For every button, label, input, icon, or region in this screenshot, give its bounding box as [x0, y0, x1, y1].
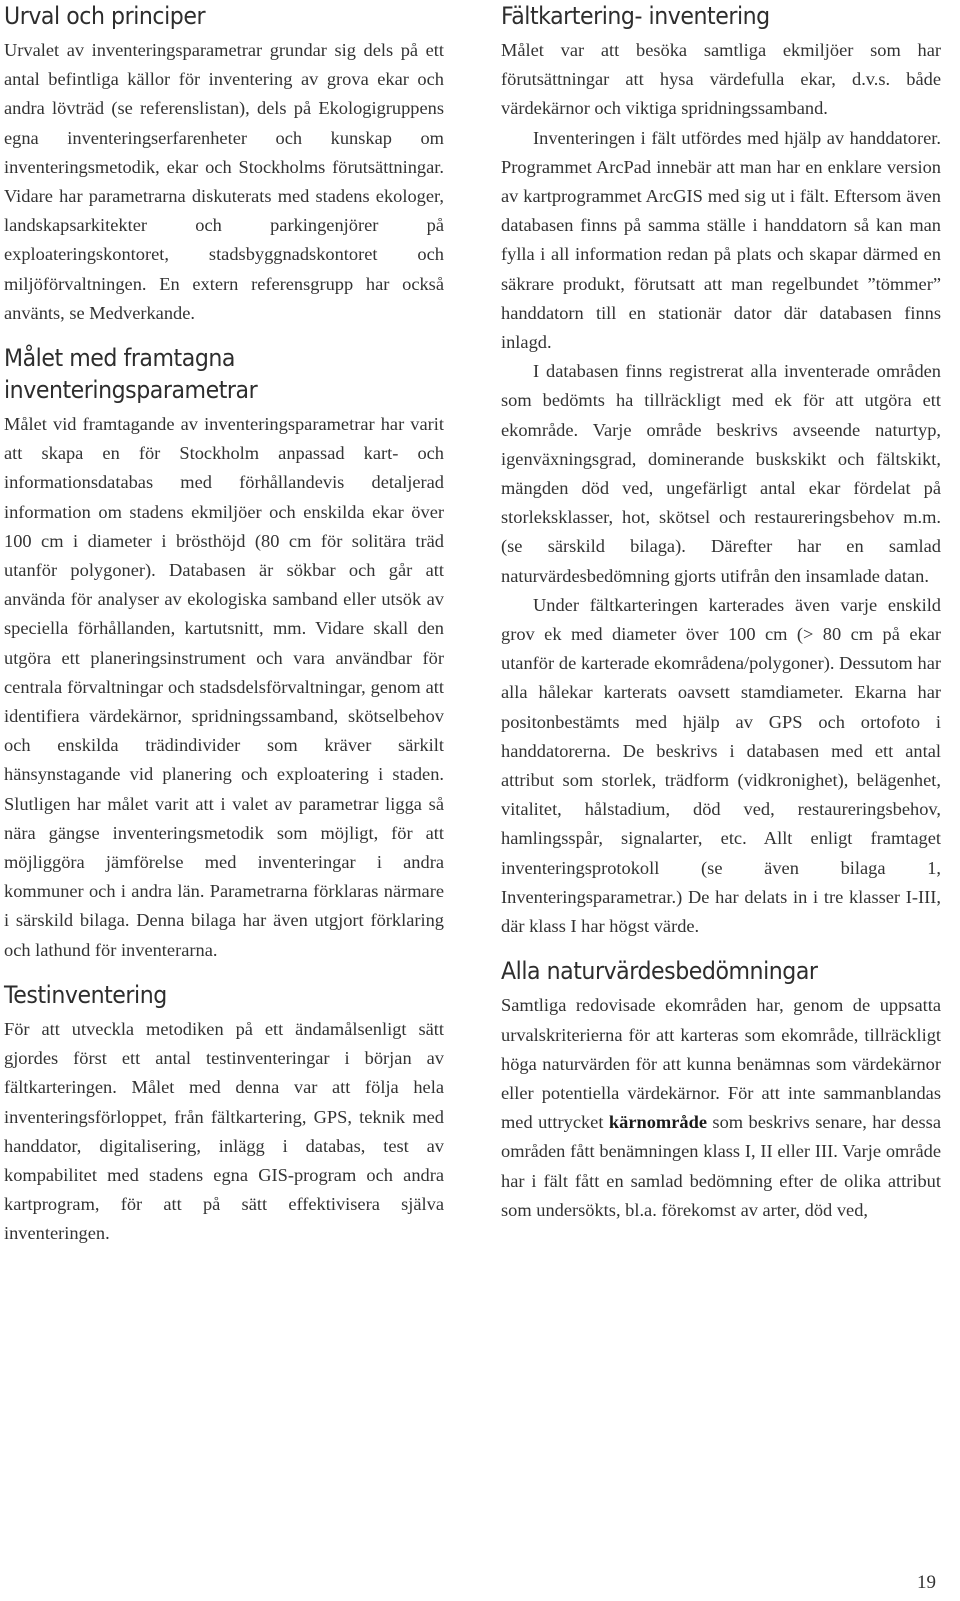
heading-testinventering: Testinventering [4, 980, 167, 1009]
paragraph-urval: Urvalet av inventeringsparametrar grundar sig dels på ett antal befintliga källor för inventering av grova ekar och andra lövträd (se referenslistan), dels på Ekologigruppens egna inventeringserfarenheter och kunskap om inventeringsmetodik, ekar och Stockholms förutsättningar. Vidare har parametrarna diskuterats med stadens ekologer, landskapsarkitekter och parkingenjörer på exploateringskontoret, stadsbyggnadskontoret och miljöförvaltningen. En extern referensgrupp har också använts, se Medverkande. [4, 40, 444, 323]
heading-faltkartering: Fältkartering- inventering [501, 2, 770, 30]
heading-malet-med-framtagna: Målet med framtagna inventeringsparametrar [4, 344, 258, 405]
paragraph-faltkartering-4: Under fältkarteringen karterades även varje enskild grov ek med diameter över 100 cm (> 80 cm på ekar utanför de karterade ekområdena/polygoner). Dessutom har alla hålekar karterats oavsett stamdiameter. Ekarna har positonbestämts med hjälp av GPS och ortofoto i handdatorerna. De beskrivs i databasen med ett antal attribut som storlek, trädform (vidkronighet), belägenhet, vitalitet, hålstadium, död ved, restaureringsbehov, hamlingsspår, signalarter, etc. Allt enligt framtaget inventeringsprotokoll (se även bilaga 1, Inventeringsparametrar.) De har delats in i tre klasser I-III, där klass I har högst värde. [501, 594, 941, 937]
paragraph-faltkartering-3: I databasen finns registrerat alla inventerade områden som bedömts ha tillräckligt med ek för att utgöra ett ekområde. Varje område beskrivs avseende naturtyp, igenväxningsgrad, dominerande buskskikt och fältskikt, mängden död ved, ungefärligt antal ekar fördelat på storleksklasser, hot, skötsel och restaureringsbehov m.m. (se särskild bilaga). Därefter har en samlad naturvärdesbedömning gjorts utifrån den insamlade datan. [501, 361, 941, 586]
paragraph-faltkartering-2: Inventeringen i fält utfördes med hjälp av handdatorer. Programmet ArcPad innebär att man har en enklare version av kartprogrammet ArcGIS med sig ut i fält. Eftersom även databasen finns på samma ställe i handdatorn så kan man fylla i all information redan på plats och skapar därmed en säkrare produkt, förutsatt att man regelbundet ”tömmer” handdatorn till en stationär dator där databasen finns inlagd. [501, 127, 941, 353]
paragraph-faltkartering-1: Målet var att besöka samtliga ekmiljöer som har förutsättningar att hysa värdefulla ekar, d.v.s. både värdekärnor och viktiga spridningssamband. [501, 40, 941, 119]
page-number: 19 [917, 1572, 936, 1593]
paragraph-naturvardesbedomningar [501, 991, 941, 1225]
bold-term-karnomrade: kärnområde [608, 1112, 707, 1133]
text-after-term: som beskrivs senare, har dessa områden fått benämningen klass I, II eller III. Varje område har i fält fått en samlad bedömning efter de olika attribut som undersökts, bl.a. förekomst av arter, död ved, [501, 1112, 941, 1220]
right-column [501, 0, 941, 1225]
heading-naturvardesbedomningar: Alla naturvärdesbedömningar [501, 957, 818, 986]
text-before-term: Samtliga redovisade ekområden har, genom de uppsatta urvalskriterierna för att karteras som ekområde, tillräckligt höga naturvärden för att kunna benämnas som värdekärnor eller potentiella värdekärnor. För att inte sammanblandas med uttrycket [501, 995, 941, 1133]
paragraph-testinventering: För att utveckla metodiken på ett ändamålsenligt sätt gjordes först ett antal testinventeringar i början av fältkarteringen. Målet med denna var att följa hela inventeringsförloppet, från fältkartering, GPS, teknik med handdator, digitalisering, inlägg i databas, test av kompabilitet med stadens egna GIS-program och andra kartprogram, för att på sätt effektivisera själva inventeringen. [4, 1018, 444, 1244]
heading-urval-och-principer: Urval och principer [4, 2, 206, 30]
paragraph-malet: Målet vid framtagande av inventeringsparametrar har varit att skapa en för Stockholm anpassad kart- och informationsdatabas med förhållandevis detaljerad information om stadens ekmiljöer och enskilda ekar över 100 cm i diameter i brösthöjd (80 cm för solitära träd utanför polygoner). Databasen är sökbar och går att använda för analyser av ekologiska samband eller utsök av speciella förhållanden, kartutsnitt, mm. Vidare skall den utgöra ett planeringsinstrument och vara användbar för centrala förvaltningar och stadsdelsförvaltningar, genom att identifiera värdekärnor, spridningssamband, skötselbehov och enskilda trädindivider som kräver särkilt hänsynstagande vid planering och exploatering i staden. Slutligen har målet varit att i valet av parametrar ligga så nära gängse inventeringsmetodik som möjligt, för att möjliggöra jämförelse med inventeringar i andra kommuner och i andra län. Parametrarna förklaras närmare i särskild bilaga. Denna bilaga har även utgjort förklaring och lathund för inventerarna. [4, 414, 444, 960]
left-column [4, 0, 444, 1249]
